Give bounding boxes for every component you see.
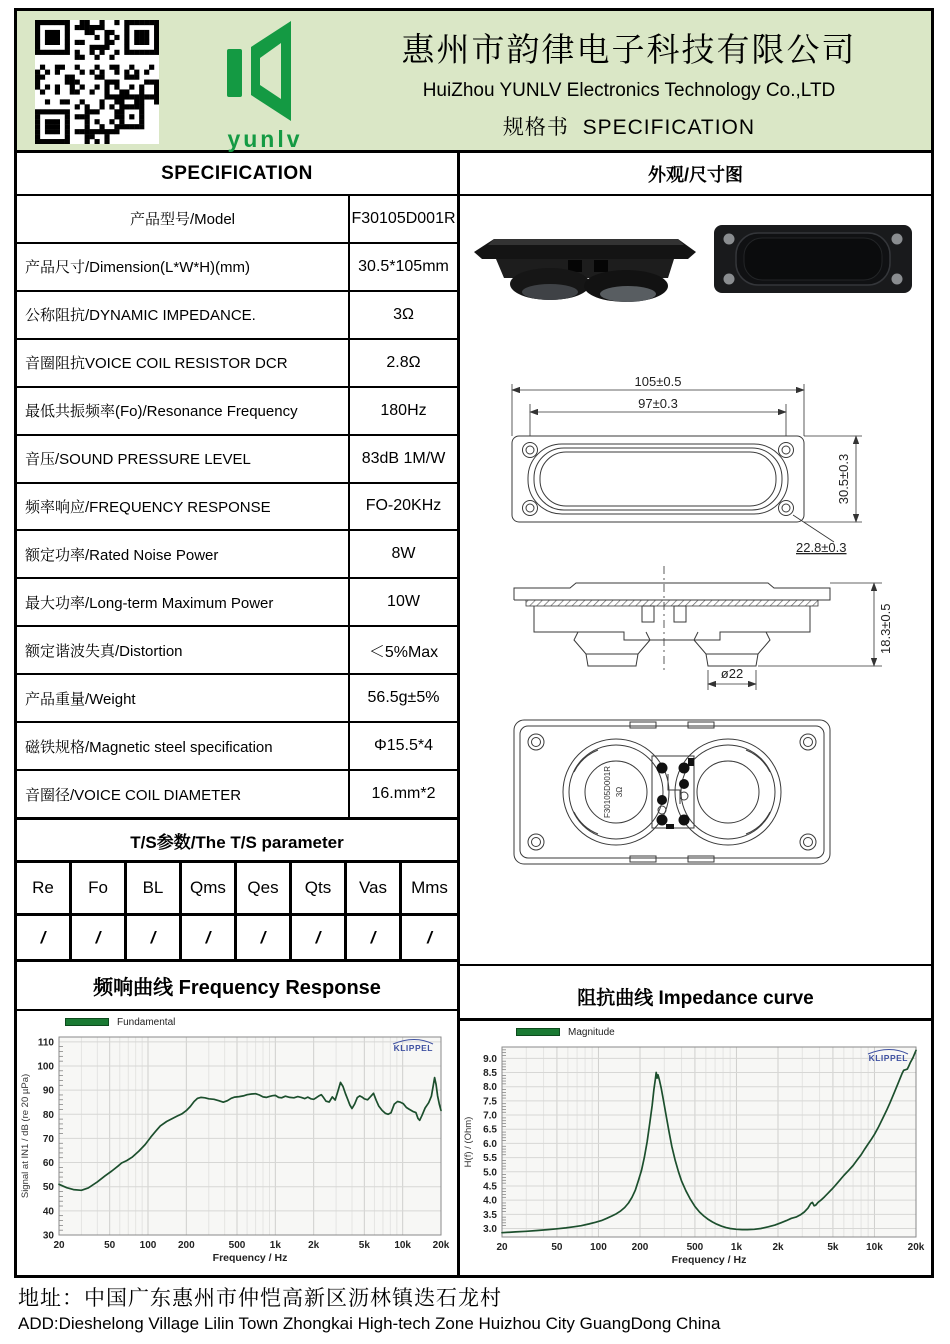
svg-text:5.5: 5.5 [483,1153,497,1165]
spec-row [17,388,457,436]
ts-cell: Qes [237,863,292,913]
logo-wordmark: yunlv [227,126,303,152]
company-logo [205,17,325,152]
spec-row-label: 频率响应/FREQUENCY RESPONSE [17,484,350,530]
appearance-section-title: 外观/尺寸图 [460,153,931,196]
frequency-response-chart [17,1029,453,1265]
ts-cell: / [72,916,127,959]
spec-row-label: 最大功率/Long-term Maximum Power [17,579,350,625]
fr-section-title: 频响曲线 Frequency Response [17,962,457,1011]
spec-section-title: SPECIFICATION [17,153,457,196]
rear-model-label: F30105D001R [603,765,612,819]
fr-legend-label: Fundamental [117,1016,176,1028]
spec-row [17,244,457,292]
dim-label-o22: ø22 [720,666,744,681]
spec-row [17,627,457,675]
svg-text:KLIPPEL: KLIPPEL [393,1043,433,1053]
spec-row-label: 产品重量/Weight [17,675,350,721]
svg-text:Frequency / Hz: Frequency / Hz [671,1254,747,1266]
spec-row-value: 2.8Ω [386,353,421,371]
svg-text:H(f) / (Ohm): H(f) / (Ohm) [463,1116,474,1168]
svg-text:10k: 10k [866,1242,883,1253]
dim-label-30-5: 30.5±0.3 [836,453,851,505]
ts-table-header-row [17,863,457,913]
svg-text:4.0: 4.0 [483,1195,497,1207]
spec-column [17,153,460,1275]
svg-text:7.5: 7.5 [483,1096,497,1108]
dim-label-97: 97±0.3 [638,396,678,411]
speaker-logo-icon [213,17,317,125]
ts-cell: / [237,916,292,959]
dim-label-22-8: 22.8±0.3 [796,540,847,555]
ts-cell: / [427,927,432,947]
svg-text:3.0: 3.0 [483,1223,497,1235]
ts-section-title: T/S参数/The T/S parameter [17,820,457,863]
spec-row-value: ＜5%Max [368,643,439,661]
ts-cell: Qts [292,863,347,913]
appearance-panel [460,196,931,966]
spec-row-label: 产品尺寸/Dimension(L*W*H)(mm) [17,244,350,290]
spec-row-label: 产品型号/Model [17,196,350,242]
ts-table-value-row [17,913,457,962]
svg-text:6.0: 6.0 [483,1138,497,1150]
svg-text:60: 60 [42,1158,54,1170]
spec-row-value: 3Ω [393,305,414,323]
ts-cell: Fo [72,863,127,913]
ts-cell: / [127,916,182,959]
ts-cell: / [17,916,72,959]
company-name-cn: 惠州市韵律电子科技有限公司 [401,30,857,68]
spec-row-label: 音圈径/VOICE COIL DIAMETER [17,771,350,817]
spec-row-value: Φ15.5*4 [373,737,434,755]
spec-row [17,484,457,532]
svg-text:500: 500 [686,1242,704,1253]
svg-text:2k: 2k [308,1240,320,1251]
svg-text:40: 40 [42,1206,54,1218]
svg-text:5.0: 5.0 [483,1167,497,1179]
spec-row-value: 180Hz [380,401,427,419]
appearance-column [460,153,931,1275]
spec-row-label: 额定功率/Rated Noise Power [17,531,350,577]
product-photo-side [466,212,704,312]
spec-row [17,723,457,771]
rear-impedance-label: 3Ω [615,786,624,798]
spec-row-value: FO-20KHz [365,497,442,515]
svg-text:20k: 20k [432,1240,450,1251]
svg-text:5k: 5k [827,1242,839,1253]
qr-code-icon [35,20,159,144]
spec-row [17,579,457,627]
dim-label-18-3: 18.3±0.5 [878,603,893,654]
spec-row-value: 16.mm*2 [371,785,436,803]
spec-row-value: 30.5*105mm [358,257,449,275]
svg-text:50: 50 [551,1242,563,1253]
address-en: ADD:Dieshelong Village Lilin Town Zhongkai High-tech Zone Huizhou City GuangDong China [18,1314,721,1333]
spec-row [17,771,457,820]
spec-row-label: 公称阻抗/DYNAMIC IMPEDANCE. [17,292,350,338]
svg-text:3.5: 3.5 [483,1209,497,1221]
svg-text:5k: 5k [358,1240,370,1251]
svg-text:6.5: 6.5 [483,1124,497,1136]
svg-text:7.0: 7.0 [483,1110,497,1122]
spec-table [17,196,457,820]
spec-row-label: 磁铁规格/Magnetic steel specification [17,723,350,769]
spec-row-label: 音压/SOUND PRESSURE LEVEL [17,436,350,482]
company-name-en: HuiZhou YUNLV Electronics Technology Co.,LTD [422,79,836,101]
svg-text:Frequency / Hz: Frequency / Hz [212,1252,288,1264]
ts-cell: / [182,916,237,959]
svg-text:20k: 20k [907,1242,925,1253]
product-photo-front [712,222,914,296]
svg-text:70: 70 [42,1133,54,1145]
spec-row-value: F30105D001R [351,209,456,227]
fr-legend-swatch-icon [65,1018,109,1026]
ts-cell: Re [17,863,72,913]
svg-text:80: 80 [42,1109,54,1121]
spec-row [17,675,457,723]
spec-row [17,340,457,388]
title-block [337,11,921,153]
svg-text:Signal at IN1 / dB (re 20 µPa): Signal at IN1 / dB (re 20 µPa) [20,1073,31,1199]
svg-text:200: 200 [177,1240,195,1251]
svg-text:20: 20 [496,1242,508,1253]
impedance-legend [460,1021,931,1039]
svg-text:1k: 1k [269,1240,281,1251]
doc-title-cn: 规格书 [502,115,569,139]
ts-cell: BL [127,863,182,913]
spec-row-label: 额定谐波失真/Distortion [17,627,350,673]
spec-row [17,292,457,340]
spec-row-value: 8W [391,545,416,563]
svg-text:500: 500 [228,1240,246,1251]
dimension-drawing-top-view [474,374,914,556]
svg-text:10k: 10k [394,1240,412,1251]
svg-text:1k: 1k [730,1242,743,1253]
svg-text:8.5: 8.5 [483,1068,497,1080]
spec-row [17,196,457,244]
svg-text:9.0: 9.0 [483,1053,497,1065]
svg-text:100: 100 [37,1061,54,1073]
impedance-section-title: 阻抗曲线 Impedance curve [460,966,931,1021]
svg-text:8.0: 8.0 [483,1082,497,1094]
svg-text:200: 200 [631,1242,649,1253]
impedance-chart-area [460,1021,931,1275]
ts-cell: / [347,916,402,959]
spec-row-label: 最低共振频率(Fo)/Resonance Frequency [17,388,350,434]
ts-cell: Qms [182,863,237,913]
spec-row [17,531,457,579]
impedance-legend-label: Magnitude [568,1026,615,1038]
svg-text:2k: 2k [772,1242,784,1253]
dimension-drawing-rear-view [474,708,914,876]
spec-row [17,436,457,484]
dim-label-105: 105±0.5 [634,374,682,389]
dimension-drawing-side-view [474,562,914,704]
main-frame [14,8,934,1278]
svg-text:100: 100 [139,1240,157,1251]
document-title [503,111,755,141]
svg-text:4.5: 4.5 [483,1181,497,1193]
svg-text:50: 50 [104,1240,116,1251]
ts-cell: Vas [347,863,402,913]
ts-cell: Mms [411,878,448,897]
svg-text:90: 90 [42,1085,54,1097]
spec-row-value: 56.5g±5% [367,689,440,707]
footer-address [18,1282,940,1334]
spec-row-value: 10W [387,593,420,611]
svg-text:110: 110 [37,1037,54,1049]
doc-title-en: SPECIFICATION [582,115,756,139]
impedance-legend-swatch-icon [516,1028,560,1036]
document-header [17,11,931,153]
fr-legend [17,1011,457,1029]
ts-cell: / [292,916,347,959]
address-cn: 地址：中国广东惠州市仲恺高新区沥林镇迭石龙村 [18,1287,502,1310]
spec-row-label: 音圈阻抗VOICE COIL RESISTOR DCR [17,340,350,386]
svg-text:20: 20 [53,1240,65,1251]
spec-row-value: 83dB 1M/W [361,449,446,467]
svg-text:KLIPPEL: KLIPPEL [868,1053,908,1063]
svg-text:100: 100 [590,1242,607,1253]
impedance-chart [460,1039,928,1267]
svg-text:30: 30 [42,1230,54,1242]
frequency-response-chart-area [17,1011,457,1275]
svg-text:50: 50 [42,1182,54,1194]
